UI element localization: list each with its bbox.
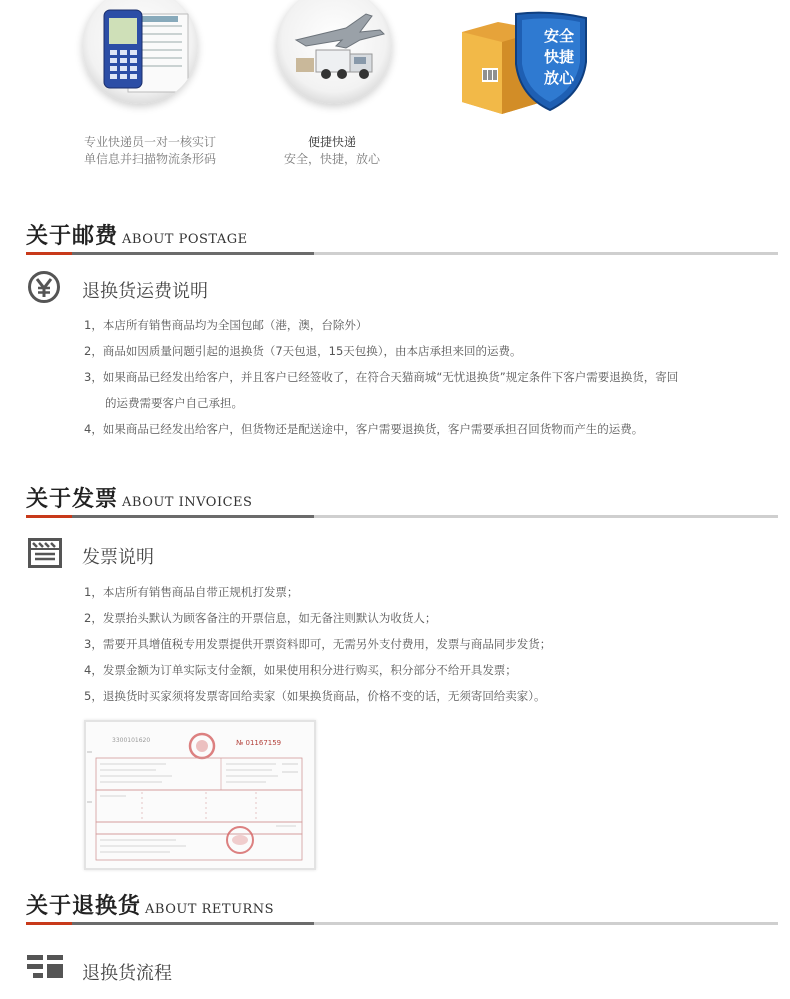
section-divider bbox=[26, 922, 778, 925]
postage-title-en: ABOUT POSTAGE bbox=[122, 232, 248, 247]
invoices-title-cn: 关于发票 bbox=[26, 487, 119, 512]
postage-subtitle: 退换货运费说明 bbox=[82, 281, 208, 302]
airplane-truck-icon bbox=[276, 0, 392, 104]
badge-line2: 快捷 bbox=[543, 48, 574, 66]
returns-title-cn: 关于退换货 bbox=[26, 894, 142, 919]
invoices-item-3: 3，需要开具增值税专用发票提供开票资料即可，无需另外支付费用，发票与商品同步发货； bbox=[84, 637, 552, 651]
postage-title-cn: 关于邮费 bbox=[26, 224, 119, 249]
returns-subtitle: 退换货流程 bbox=[82, 963, 172, 984]
postage-item-3-cont: 的运费需要客户自己承担。 bbox=[105, 396, 243, 410]
section-returns-title bbox=[26, 889, 274, 920]
yen-icon bbox=[27, 270, 61, 308]
section-invoices-title bbox=[26, 482, 252, 513]
invoices-item-1: 1，本店所有销售商品自带正规机打发票； bbox=[84, 585, 299, 599]
invoices-item-2: 2，发票抬头默认为顾客备注的开票信息，如无备注则默认为收货人； bbox=[84, 611, 437, 625]
invoices-item-5: 5，退换货时买家须将发票寄回给卖家（如果换货商品，价格不变的话，无须寄回给卖家）。 bbox=[84, 689, 546, 703]
invoices-item-4: 4，发票金额为订单实际支付金额，如果使用积分进行购买，积分部分不给开具发票； bbox=[84, 663, 517, 677]
postage-item-3: 3，如果商品已经发出给客户，并且客户已经签收了，在符合天猫商城“无忧退换货”规定条件下客户需要退换货，寄回 bbox=[84, 370, 679, 384]
section-divider bbox=[26, 252, 778, 255]
returns-title-en: ABOUT RETURNS bbox=[145, 902, 275, 917]
postage-item-4: 4，如果商品已经发出给客户，但货物还是配送途中，客户需要退换货，客户需要承担召回货物而产生的运费。 bbox=[84, 422, 644, 436]
invoice-code: 3300101620 bbox=[112, 737, 151, 744]
invoice-number: № 01167159 bbox=[236, 739, 282, 747]
flow-icon bbox=[27, 955, 65, 983]
feature-express-title: 便捷快递 bbox=[307, 135, 356, 149]
badge-line1: 安全 bbox=[543, 27, 574, 45]
document-icon bbox=[28, 538, 62, 572]
invoices-subtitle: 发票说明 bbox=[82, 547, 154, 568]
badge-line3: 放心 bbox=[543, 69, 574, 87]
postage-item-2: 2，商品如因质量问题引起的退换货（7天包退，15天包换），由本店承担来回的运费。 bbox=[84, 344, 522, 358]
section-divider bbox=[26, 515, 778, 518]
shield-box-icon bbox=[458, 10, 592, 120]
section-postage-title bbox=[26, 219, 248, 250]
postage-item-1: 1，本店所有销售商品均为全国包邮（港，澳，台除外） bbox=[84, 318, 368, 332]
invoices-title-en: ABOUT INVOICES bbox=[122, 495, 253, 510]
feature-scan-line2: 单信息并扫描物流条形码 bbox=[83, 152, 216, 166]
feature-scan-line1: 专业快递员一对一核实订 bbox=[83, 135, 216, 149]
invoice-sample-image bbox=[84, 720, 316, 870]
feature-express-line1: 安全，快捷，放心 bbox=[283, 152, 380, 166]
phone-scanner-icon bbox=[82, 0, 198, 104]
